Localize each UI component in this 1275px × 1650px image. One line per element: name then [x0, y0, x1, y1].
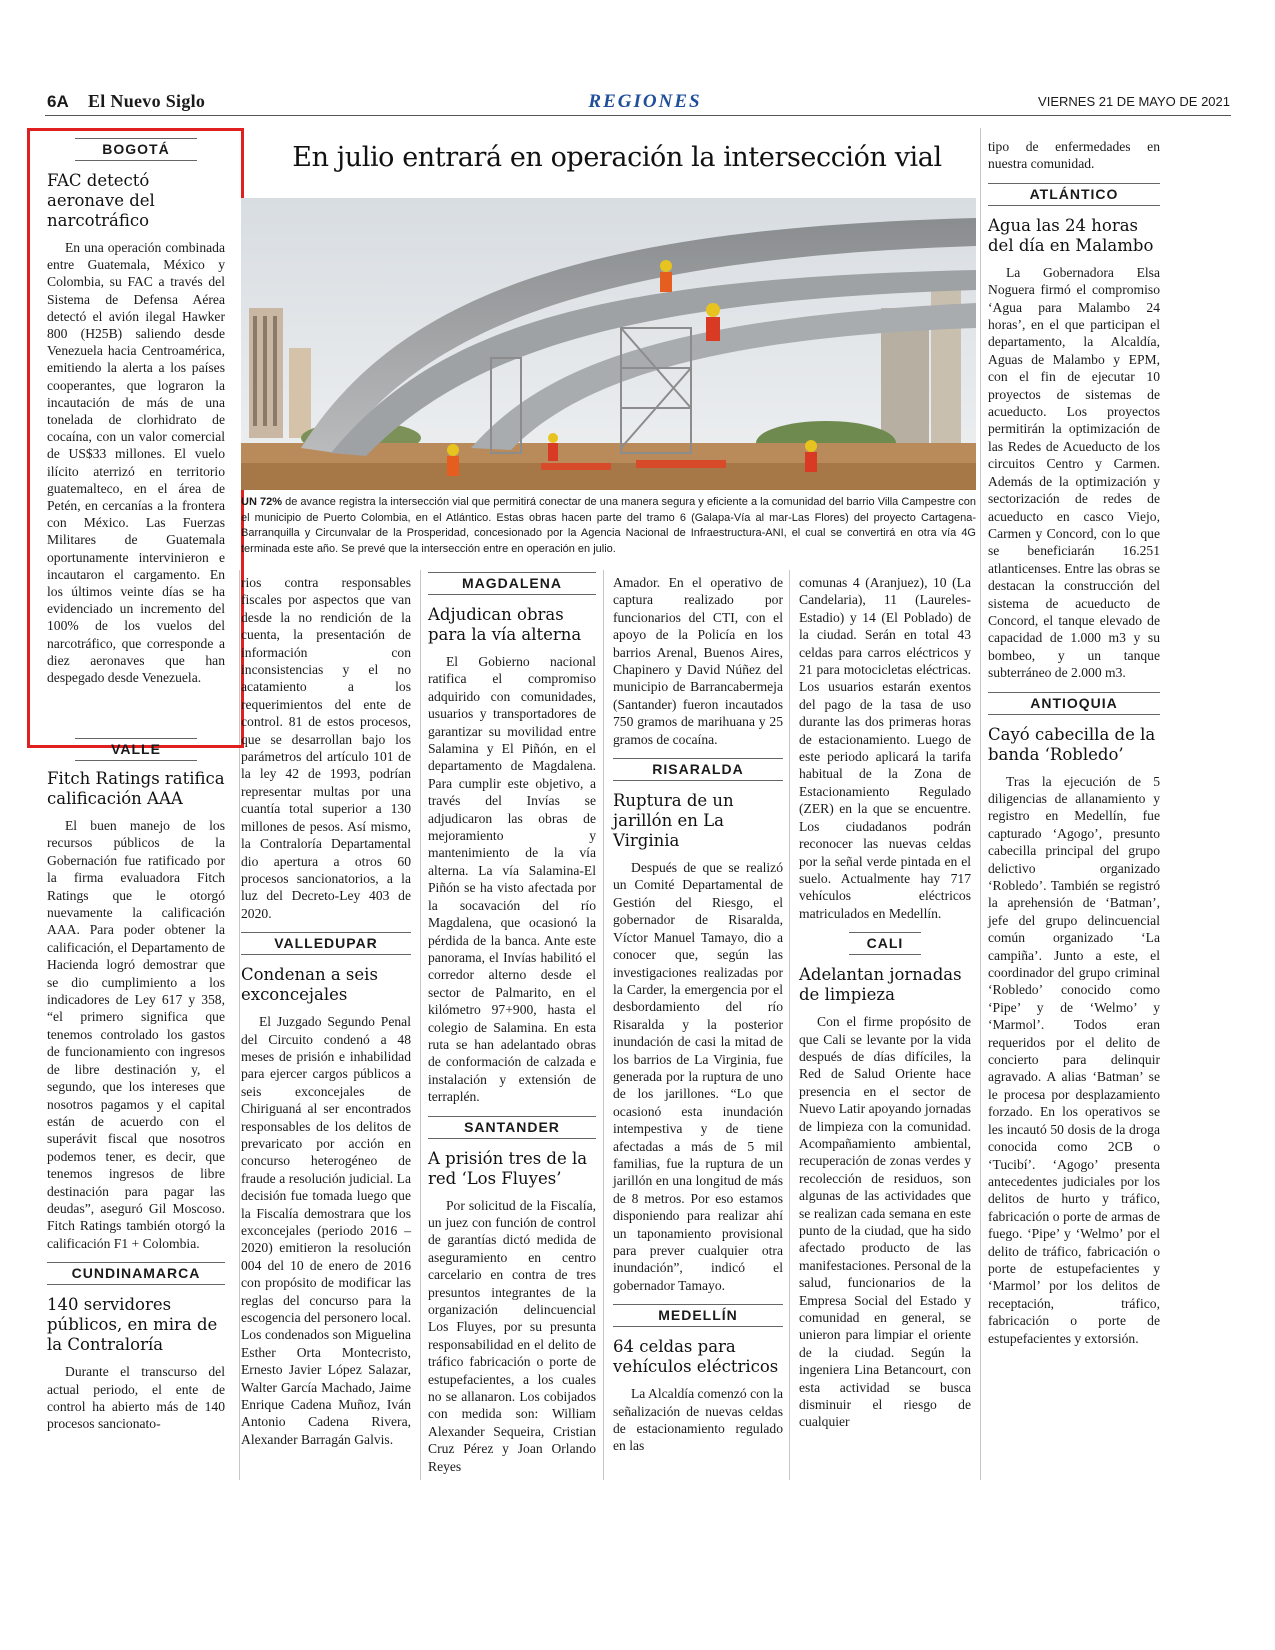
- article-body-medellin: La Alcaldía comenzó con la señalización de nuevas celdas de estacionamiento regulado en las: [613, 1386, 783, 1454]
- article-body-valle: El buen manejo de los recursos públicos de la Gobernación fue ratificado por la firma evaluadora Fitch Ratings que le otorgó nuevamente la calificación AAA. Para poder obtener la calificación, el Departamento de Hacienda logró demostrar que se dio cumplimiento a los indicadores de Ley 617 y 358, “el primero significa que tenemos controlado los gastos de funcionamiento con ingresos de libre destinación y, el segundo, que los intereses que nosotros pagamos y el capital están de acuerdo con el superávit fiscal que nosotros podemos tener, es decir, que tenemos ingresos de libre destinación para pagar las deudas”, aseguró Gil Moscoso. Fitch Ratings también otorgó la calificación F1 + Colombia.: [47, 818, 225, 1251]
- section-tag-cundinamarca: CUNDINAMARCA: [47, 1262, 225, 1285]
- headline-cali: Adelantan jornadas de limpieza: [799, 965, 962, 1005]
- article-body-medellin-cont: comunas 4 (Aranjuez), 10 (La Candelaria), 11 (Laureles-Estadio) y 14 (El Poblado) de la ciudad. Serán en total 43 celdas para carros eléctricos y 21 para motocicletas eléctricas. Los usuarios estarán exentos del pago de la tasa de uso durante las dos primeras horas de estacionamiento. Luego de este periodo aplicará la tarifa habitual de la Zona de Estacionamiento Regulado (ZER) en la que se encuentre. Los ciudadanos podrán reconocer las nuevas celdas por la señal verde pintada en el suelo. Actualmente hay 717 vehículos eléctricos matriculados en Medellín.: [799, 575, 971, 921]
- column-divider: [603, 570, 604, 1480]
- article-body-antioquia: Tras la ejecución de 5 diligencias de allanamiento y registro en Medellín, fue capturado ‘Agogo’, presunto cabecilla principal del grupo delictivo organizado ‘Robledo’. También se registró la aprehensión de ‘Batman’, jefe del grupo delincuencial común organizado ‘La campiña’. Junto a este, el coordinador del grupo criminal ‘Robledo’ conocido como ‘Pipe’ y de ‘Welmo’ y ‘Marmol’. Todos eran requeridos por el delito de concierto para delinquir agravado. A alias ‘Batman’ se le procesa por desplazamiento forzado. En los operativos se les incautó 50 dosis de la droga conocida como 2CB o ‘Tucibí’. ‘Agogo’ presenta antecedentes judiciales por los delitos de hurto y tráfico, fabricación o porte de armas de fuego. ‘Pipe’ y ‘Welmo’ por el delito de tráfico, fabricación o porte de estupefacientes y ‘Marmol’ por los delitos de receptación, tráfico, fabricación o porte de estupefacientes y extorsión.: [988, 773, 1160, 1346]
- issue-date: VIERNES 21 DE MAYO DE 2021: [1038, 94, 1230, 109]
- column-3: [428, 572, 596, 1475]
- headline-medellin: 64 celdas para vehículos eléctricos: [613, 1337, 779, 1377]
- column-2: [241, 574, 411, 1448]
- section-tag-medellin: MEDELLÍN: [613, 1304, 783, 1327]
- article-body-cundinamarca: Durante el transcurso del actual periodo, el ente de control ha abierto más de 140 procesos sancionato-: [47, 1364, 225, 1432]
- article-body-bogota: En una operación combinada entre Guatemala, México y Colombia, su FAC a través del Sistema de Defensa Aérea detectó el avión ilegal Hawker 800 (H25B) saliendo desde Venezuela hacia Centroamérica, emitiendo la alerta a los países cooperantes, que lograron la incautación de más de una tonelada de clorhidrato de cocaína, con un valor comercial de US$33 millones. El vuelo ilícito aterrizó en territorio guatemalteco, en el área de Petén, en cercanías a la frontera con México. Las Fuerzas Militares de Guatemala oportunamente intervinieron e incautaron el cargamento. En los últimos veinte días se ha evidenciado un incremento del 100% de los vuelos del narcotráfico, que corresponde a diez aeronaves que han despegado desde Venezuela.: [47, 240, 225, 686]
- article-body-santander-cont: Amador. En el operativo de captura realizado por funcionarios del CTI, con el apoyo de la Policía en los barrios Arenal, Buenos Aires, Chapinero y David Núñez del municipio de Barrancabermeja (Santander) fueron incautados 750 gramos de marihuana y 25 gramos de cocaína.: [613, 575, 783, 747]
- caption-lead: UN 72%: [241, 496, 282, 508]
- column-6: [988, 138, 1160, 1347]
- newspaper-name: El Nuevo Siglo: [88, 91, 206, 111]
- section-tag-atlantico: ATLÁNTICO: [988, 183, 1160, 206]
- article-body-cali-cont: tipo de enfermedades en nuestra comunidad.: [988, 139, 1160, 172]
- section-title: REGIONES: [588, 91, 702, 112]
- section-tag-antioquia: ANTIOQUIA: [988, 692, 1160, 715]
- column-divider: [980, 128, 981, 1480]
- page-number: 6A: [47, 92, 69, 111]
- section-tag-magdalena: MAGDALENA: [428, 572, 596, 595]
- headline-santander: A prisión tres de la red ‘Los Fluyes’: [428, 1148, 588, 1188]
- article-body-risaralda: Después de que se realizó un Comité Departamental de Gestión del Riesgo, el gobernador de Risaralda, Víctor Manuel Tamayo, dio a conocer que, según las investigaciones realizadas por la Carder, la emergencia por el desbordamiento del río Risaralda y la posterior inundación de casi la mitad de los barrios de La Virginia, fue generada por la ruptura de uno de los jarillones. “Lo que ocasionó esta inundación intempestiva y de tiene afectadas a más de 5 mil familias, fue la ruptura de un jarillón en una longitud de más de 8 metros. Por eso estamos disponiendo para realizar ahí un taponamiento provisional para prever cualquier otra inundación”, indicó el gobernador Tamayo.: [613, 860, 783, 1293]
- headline-valle: Fitch Ratings ratifica calificación AAA: [47, 769, 225, 808]
- headline-antioquia: Cayó cabecilla de la banda ‘Robledo’: [988, 724, 1156, 764]
- highlight-box: [27, 128, 244, 748]
- headline-cundinamarca: 140 servidores públicos, en mira de la Contraloría: [47, 1295, 218, 1355]
- section-tag-valle: VALLE: [75, 738, 197, 761]
- article-body-atlantico: La Gobernadora Elsa Noguera firmó el compromiso ‘Agua para Malambo 24 horas’, en el que participan el departamento, la Alcaldía, Aguas de Malambo y EPM, con el fin de ejecutar 10 proyectos de sistemas de acueducto. Los proyectos permitirán la optimización de las Redes de Acueducto de los circuitos Centro y Carmen. Además de la optimización y sectorización de redes de acueducto en casco Viejo, Carmen y Concord, con lo que se beneficiarán 16.251 atlanticenses. Entre las obras se destacan la construcción del sistema de acueducto de Concord, el tanque elevado de capacidad de 1.000 m3 y su bombeo, y un tanque subterráneo de 2.000 m3.: [988, 264, 1160, 681]
- article-body-cali: Con el firme propósito de que Cali se levante por la vida después de días difíciles, la Red de Salud Oriente hace presencia en el sector de Nuevo Latir apoyando jornadas de limpieza con la comunidad. Acompañamiento ambiental, recuperación de zonas verdes y recolección de residuos, son algunas de las actividades que se realizan cada semana en este punto de la ciudad, que ha sido afectado producto de las manifestaciones. Personal de la salud, funcionarios de la Empresa Social del Estado y comunidad en general, se unieron para limpiar el oriente de la ciudad. Según la ingeniera Lina Betancourt, con esta actividad se busca disminuir el riesgo de cualquier: [799, 1014, 971, 1430]
- article-body-santander: Por solicitud de la Fiscalía, un juez con función de control de garantías dictó medida de aseguramiento en centro carcelario en contra de tres presuntos integrantes de la organización delincuencial Los Fluyes, por su presunta responsabilidad en el delito de tráfico fabricación o porte de estupefacientes, a los cuales no se allanaron. Los cobijados con medida son: William Alexander Sequeira, Cristian Cruz Pérez y Joan Orlando Reyes: [428, 1197, 596, 1474]
- headline-bogota: FAC detectó aeronave del narcotráfico: [47, 171, 155, 230]
- construction-photo: [241, 198, 976, 490]
- column-divider: [789, 570, 790, 1480]
- caption-text: de avance registra la intersección vial que permitirá conectar de una manera segura y eficiente a la comunidad del barrio Villa Campestre con el municipio de Puerto Colombia, en el Atlántico. Estas obras hacen parte del tramo 6 (Galapa-Vía al mar-Las Flores) del proyecto Cartagena-Barranquilla y Circunvalar de la Prosperidad, concesionado por la Agencia Nacional de Infraestructura-ANI, el cual se convertirá en otra vía 4G terminada este año. Se prevé que la intersección entre en operación en julio.: [241, 496, 976, 555]
- section-tag-risaralda: RISARALDA: [613, 758, 783, 781]
- header-rule: [45, 115, 1231, 116]
- photo-caption: [241, 495, 976, 557]
- article-body-valledupar: El Juzgado Segundo Penal del Circuito condenó a 48 meses de prisión e inhabilidad para ejercer cargos públicos a seis exconcejales de Chiriguaná al ser encontrados responsables de los delitos de prevaricato por acción en concurso heterogéneo de fraude a resolución judicial. La decisión fue tomada luego que la Fiscalía demostrara que los exconcejales (periodo 2016 – 2020) emitieron la resolución 004 del 10 de enero de 2016 con propósito de modificar las reglas del concurso para la escogencia del personero local. Los condenados son Miguelina Esther Orta Montecristo, Ernesto Javier López Salazar, Walter García Machado, Jaime Enrique Cadena Muñoz, Iván Antonio Cadena Rivera, Alexander Barragán Galvis.: [241, 1014, 411, 1447]
- column-divider: [420, 570, 421, 1480]
- headline-valledupar: Condenan a seis exconcejales: [241, 965, 378, 1005]
- headline-risaralda: Ruptura de un jarillón en La Virginia: [613, 791, 734, 851]
- section-tag-santander: SANTANDER: [428, 1116, 596, 1139]
- section-tag-bogota: BOGOTÁ: [75, 138, 197, 161]
- section-tag-valledupar: VALLEDUPAR: [241, 932, 411, 955]
- column-1-lower: [47, 738, 225, 1433]
- headline-atlantico: Agua las 24 horas del día en Malambo: [988, 215, 1154, 255]
- main-photo: [241, 198, 976, 490]
- article-body-cundinamarca-cont: rios contra responsables fiscales por aspectos que van desde la no rendición de la cuenta, la presentación de información con inconsistencias y el no acatamiento a los requerimientos del ente de control. 81 de estos procesos, que se desarrollan bajo los parámetros del artículo 101 de la ley 42 de 1993, podrían representar multas por una cuantía total superior a 130 millones de pesos. Así mismo, la Contraloría Departamental dio apertura a otros 60 procesos sancionatorios, a la luz del Decreto-Ley 403 de 2020.: [241, 575, 411, 921]
- section-tag-cali: CALI: [849, 932, 921, 955]
- column-4: [613, 574, 783, 1455]
- article-body-magdalena: El Gobierno nacional ratifica el compromiso adquirido con comunidades, usuarios y transportadores de garantizar su movilidad entre Salamina y El Piñón, en el departamento de Magdalena. Para cumplir este objetivo, a través del Invías se adjudicaron las obras de mejoramiento y mantenimiento de la vía alterna. La vía Salamina-El Piñón se ha visto afectada por la socavación del río Magdalena, que ocasionó la pérdida de la banca. Ante este panorama, el Invías habilitó el corredor alterno desde el sector de Palmarito, en el kilómetro 97+900, hasta el colegio de Salamina. En esta ruta se han adelantado obras de conformación de calzada e instalación y extensión de terraplén.: [428, 654, 596, 1105]
- headline-magdalena: Adjudican obras para la vía alterna: [428, 605, 582, 644]
- main-headline: En julio entrará en operación la intersección vial: [292, 142, 942, 173]
- column-5: [799, 574, 971, 1431]
